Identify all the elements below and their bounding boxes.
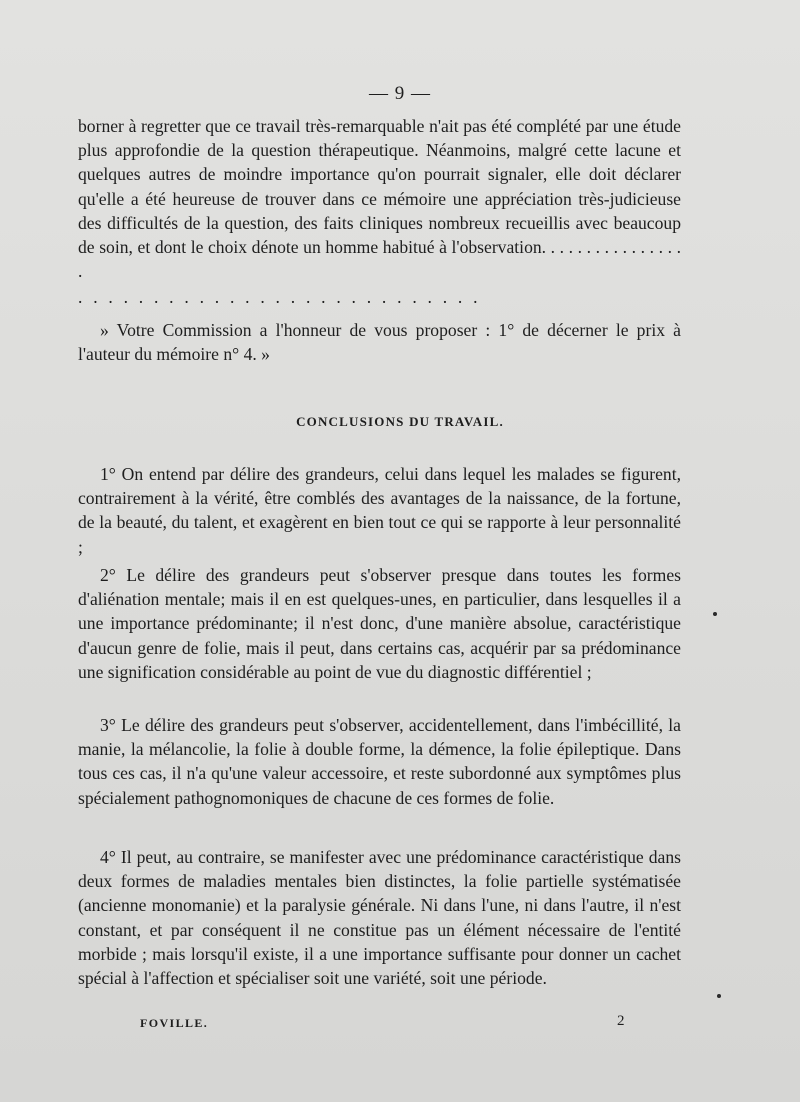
intro-paragraph [78,114,681,283]
conclusion-item-2 [78,563,681,684]
conclusion-item-1 [78,462,681,559]
ink-speck [713,612,717,616]
section-heading: CONCLUSIONS DU TRAVAIL. [296,414,504,429]
conclusion-item-4 [78,845,681,990]
footer-author: FOVILLE. [140,1016,209,1030]
conclusion-text-3: 3° Le délire des grandeurs peut s'observer, accidentellement, dans l'imbécillité, la manie, la mélancolie, la folie à double forme, la démence, la folie épileptique. Dans tous ces cas, il n'a qu'une valeur accessoire, et reste subordonné aux symptômes plus spécialement pathognomoniques de chacune de ces formes de folie. [78,715,681,808]
page-number: — 9 — [369,83,431,104]
ellipsis-dots: . . . . . . . . . . . . . . . . . . . . . . . . . . . [78,287,481,307]
commission-paragraph [78,318,681,366]
ink-speck [717,994,721,998]
conclusion-text-4: 4° Il peut, au contraire, se manifester avec une prédominance caractéristique dans deux formes de maladies mentales bien distinctes, la folie partielle systématisée (ancienne monomanie) et la paralysie générale. Ni dans l'une, ni dans l'autre, il n'est constant, et par conséquent il ne constitue pas un élément nécessaire de l'entité morbide ; mais lorsqu'il existe, il a une importance suffisante pour donner un cachet spécial à l'affection et spécialiser soit une variété, soit une période. [78,847,681,989]
ellipsis-line [78,287,681,308]
commission-text: » Votre Commission a l'honneur de vous proposer : 1° de décerner le prix à l'auteur du mémoire n° 4. » [78,320,681,365]
conclusion-item-3 [78,713,681,810]
footer-signature: 2 [617,1013,625,1029]
intro-text: borner à regretter que ce travail très-remarquable n'ait pas été complété par une étude plus approfondie de la question thérapeutique. Néanmoins, malgré cette lacune et quelques autres de moindre importance qu'on pourrait signaler, elle doit déclarer qu'elle a été heureuse de trouver dans ce mémoire une appréciation très-judicieuse des difficultés de la question, des faits cliniques nombreux recueillis avec beaucoup de soin, et dont le choix dénote un homme habitué à l'observation. . . . . . . . . . . . . . . . . [78,116,681,282]
conclusion-text-1: 1° On entend par délire des grandeurs, celui dans lequel les malades se figurent, contrairement à la vérité, être comblés des avantages de la naissance, de la fortune, de la beauté, du talent, et exagèrent en bien tout ce qui se rapporte à leur personnalité ; [78,464,681,557]
conclusion-text-2: 2° Le délire des grandeurs peut s'observer presque dans toutes les formes d'aliénation mentale; mais il en est quelques-unes, en particulier, dans lesquelles il a une importance prédominante; il n'est donc, d'une manière absolue, caractéristique d'aucun genre de folie, mais il peut, dans certains cas, acquérir par sa prédominance une signification considérable au point de vue du diagnostic différentiel ; [78,565,681,682]
